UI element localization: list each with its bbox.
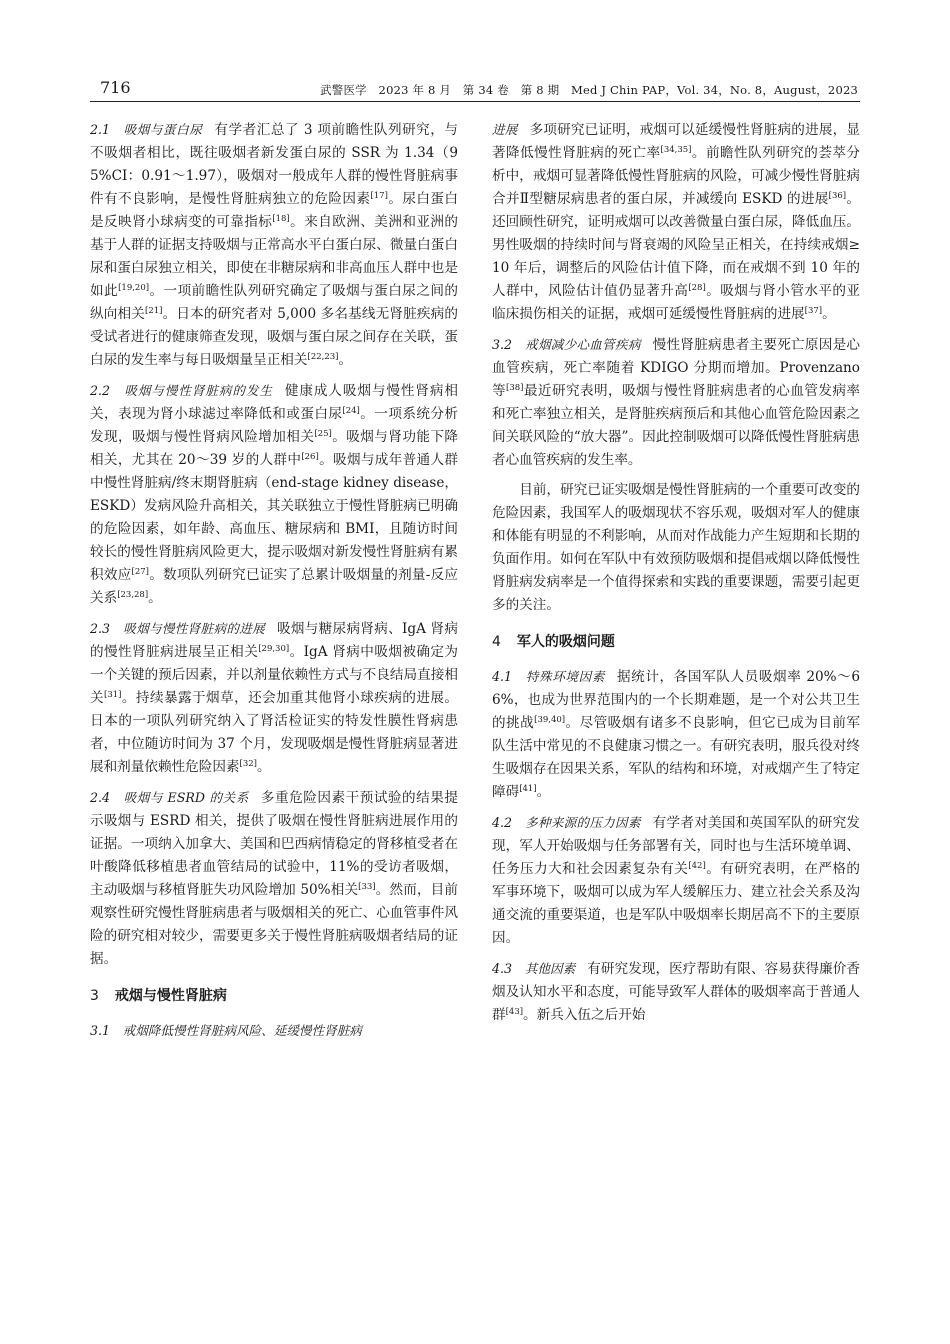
section-heading-3 xyxy=(90,985,458,1007)
section-title: 戒烟与慢性肾脏病 xyxy=(114,988,227,1004)
body-text: 有学者对美国和英国军队的研究发现，军人开始吸烟与任务部署有关，同时也与生活环境单调、任务压力大和社会因素复杂有关 xyxy=(492,815,861,877)
body-text: 。 xyxy=(822,306,836,322)
citation: [39,40] xyxy=(534,715,566,725)
body-text: 。一项前瞻性队列研究确定了吸烟与蛋白尿之间的纵向相关 xyxy=(90,283,459,322)
subsection-heading-2-4: 2.4 吸烟与 ESRD 的关系 xyxy=(90,790,249,805)
body-text: 。一项系统分析发现，吸烟与慢性肾病风险增加相关 xyxy=(90,406,459,445)
subsection-heading-3-1: 3.1 戒烟降低慢性肾脏病风险、延缓慢性肾脏病 xyxy=(90,1023,362,1038)
subsection-heading-4-2: 4.2 多种来源的压力因素 xyxy=(492,815,641,830)
body-text: 。然而，目前观察性研究慢性肾脏病患者与吸烟相关的死亡、心血管事件风险的研究相对较少，需要更多关于慢性肾脏病吸烟者结局的证据。 xyxy=(90,882,458,967)
body-text: 慢性肾脏病患者主要死亡原因是心血管疾病，死亡率随着 KDIGO 分期而增加。Provenzano 等 xyxy=(492,337,861,399)
citation: [34,35] xyxy=(660,145,692,155)
paragraph-current-status: 目前，研究已证实吸烟是慢性肾脏病的一个重要可改变的危险因素，我国军人的吸烟现状不容乐观，吸烟对军人的健康和体能有明显的不利影响，从而对作战能力产生短期和长期的负面作用。如何在军队中有效预防吸烟和提倡戒烟以降低慢性肾脏病发病率是一个值得探索和实践的重要课题，需要引起更多的关注。 xyxy=(492,482,860,613)
body-text: 多项研究已证明，戒烟可以延缓慢性肾脏病的进展，显著降低慢性肾脏病的死亡率 xyxy=(492,122,861,161)
body-text: 健康成人吸烟与慢性肾病相关，表现为肾小球滤过率降低和或蛋白尿 xyxy=(90,383,459,422)
body-text: 。前瞻性队列研究的荟萃分析中，戒烟可显著降低慢性肾脏病的风险，可减少慢性肾脏病合并Ⅱ型糖尿病患者的蛋白尿，并减缓向 ESKD 的进展 xyxy=(492,145,860,207)
body-text: 。来自欧洲、美洲和亚洲的基于人群的证据支持吸烟与正常高水平白蛋白尿、微量白蛋白尿和蛋白尿独立相关，即使在非糖尿病和非高血压人群中也是如此 xyxy=(90,214,459,299)
section-heading-4 xyxy=(492,631,860,653)
citation: [36] xyxy=(828,191,847,201)
body-text: 有研究发现，医疗帮助有限、容易获得廉价香烟及认知水平和态度，可能导致军人群体的吸烟率高于普通人群 xyxy=(492,961,861,1023)
paragraph-2-1 xyxy=(90,118,458,372)
body-text: 。 xyxy=(338,352,353,368)
subsection-heading-2-1: 2.1 吸烟与蛋白尿 xyxy=(90,122,203,137)
citation: [22,23] xyxy=(307,352,339,362)
citation: [32] xyxy=(239,759,257,769)
body-text: 。 xyxy=(536,784,551,800)
body-text: 。吸烟与成年普通人群中慢性肾脏病/终末期肾脏病（end-stage kidney disease，ESKD）发病风险升高相关，其关联独立于慢性肾脏病已明确的危险因素，如年龄、高血压、糖尿病和 BMI，且随访时间较长的慢性肾脏病风险更大，提示吸烟对新发慢性肾脏病有累积效应 xyxy=(90,452,458,583)
body-text: 多重危险因素干预试验的结果提示吸烟与 ESRD 相关，提供了吸烟在慢性肾脏病进展作用的证据。一项纳入加拿大、美国和巴西病情稳定的肾移植受者在叶酸降低移植患者血管结局的试验中，11%的受访者吸烟，主动吸烟与移植肾脏失功风险增加 50%相关 xyxy=(90,790,459,898)
body-text: 有学者汇总了 3 项前瞻性队列研究，与不吸烟者相比，既往吸烟者新发蛋白尿的 SSR 为 1.34（95%CI：0.91～1.97），吸烟对一般成年人群的慢性肾脏病事件有不良影响，是慢性肾脏病独立的危险因素 xyxy=(90,122,458,207)
citation: [42] xyxy=(688,861,706,871)
subsection-heading-2-3: 2.3 吸烟与慢性肾脏病的进展 xyxy=(90,621,265,636)
body-text: 。日本的研究者对 5,000 多名基线无肾脏疾病的受试者进行的健康筛查发现，吸烟与蛋白尿之间存在关联，蛋白尿的发生率与每日吸烟量呈正相关 xyxy=(90,306,458,368)
body-text: 。吸烟与肾小管水平的亚临床损伤相关的证据，戒烟可延缓慢性肾脏病的进展 xyxy=(492,283,861,322)
body-text: 。IgA 肾病中吸烟被确定为一个关键的预后因素，并以剂量依赖性方式与不良结局直接相关 xyxy=(90,644,458,706)
citation: [17] xyxy=(370,191,388,201)
citation: [23,28] xyxy=(117,590,149,600)
body-text: 据统计，各国军队人员吸烟率 20%～66%，也成为世界范围内的一个长期难题，是一个对公共卫生的挑战 xyxy=(492,669,861,731)
running-header: 武警医学 2023 年 8 月 第 34 卷 第 8 期 Med J Chin PAP，Vol. 34，No. 8，August，2023 xyxy=(320,83,858,97)
body-text: 吸烟与糖尿病肾病、IgA 肾病的慢性肾脏病进展呈正相关 xyxy=(90,621,458,660)
section-number: 3 xyxy=(90,988,99,1004)
body-text: 。还回顾性研究，证明戒烟可以改善微量白蛋白尿，降低血压。男性吸烟的持续时间与肾衰竭的风险呈正相关，在持续戒烟≥10 年后，调整后的风险估计值下降，而在戒烟不到 10 年的人群中，风险估计值仍显著升高 xyxy=(492,191,861,299)
header-rule xyxy=(90,101,860,102)
paragraph-2-4 xyxy=(90,786,458,971)
body-text: 。尽管吸烟有诸多不良影响，但它已成为目前军队生活中常见的不良健康习惯之一。有研究表明，服兵役对终生吸烟存在因果关系，军队的结构和环境，对戒烟产生了特定障碍 xyxy=(492,715,861,800)
left-column xyxy=(90,118,458,1050)
paragraph-2-3 xyxy=(90,617,458,779)
right-column xyxy=(492,118,860,1034)
paragraph-3-1-start xyxy=(90,1019,458,1043)
section-title: 军人的吸烟问题 xyxy=(516,634,615,650)
body-text: 。吸烟与肾功能下降相关，尤其在 20～39 岁的人群中 xyxy=(90,429,459,468)
citation: [27] xyxy=(131,567,149,577)
section-number: 4 xyxy=(492,634,501,650)
body-text: 最近研究表明，吸烟与慢性肾脏病患者的心血管发病率和死亡率独立相关，是肾脏疾病预后和其他心血管危险因素之间关联风险的“放大器”。因此控制吸烟可以降低慢性肾脏病患者心血管疾病的发生率。 xyxy=(492,383,861,468)
citation: [37] xyxy=(804,306,823,316)
citation: [43] xyxy=(505,1007,524,1017)
body-text: 。尿白蛋白是反映肾小球病变的可靠指标 xyxy=(90,191,458,230)
body-text: 。有研究表明，在严格的军事环境下，吸烟可以成为军人缓解压力、建立社会关系及沟通交流的重要渠道，也是军队中吸烟率长期居高不下的主要原因。 xyxy=(492,861,861,946)
citation: [28] xyxy=(688,283,706,293)
paragraph-4-1 xyxy=(492,665,860,804)
paragraph-4-3 xyxy=(492,957,860,1027)
citation: [26] xyxy=(301,452,319,462)
page-number: 716 xyxy=(100,78,131,97)
citation: [18] xyxy=(272,214,290,224)
citation: [31] xyxy=(104,690,122,700)
citation: [33] xyxy=(358,882,376,892)
body-text: 。 xyxy=(148,590,162,606)
body-text: 。持续暴露于烟草，还会加重其他肾小球疾病的进展。日本的一项队列研究纳入了肾活检证实的特发性膜性肾病患者，中位随访时间为 37 个月，发现吸烟是慢性肾脏病显著进展和剂量依赖性危险因素 xyxy=(90,690,459,775)
paragraph-3-1-cont xyxy=(492,118,860,326)
subsection-heading-4-3: 4.3 其他因素 xyxy=(492,961,576,976)
citation: [24] xyxy=(342,406,360,416)
paragraph-4-2 xyxy=(492,811,860,950)
paragraph-3-2 xyxy=(492,333,860,472)
subsection-heading-4-1: 4.1 特殊环境因素 xyxy=(492,669,605,684)
citation: [21] xyxy=(145,306,163,316)
subsection-heading-2-2: 2.2 吸烟与慢性肾脏病的发生 xyxy=(90,383,273,398)
citation: [29,30] xyxy=(258,644,290,654)
citation: [41] xyxy=(519,784,537,794)
body-text: 。新兵入伍之后开始 xyxy=(523,1007,646,1023)
body-text: 。数项队列研究已证实了总累计吸烟量的剂量-反应关系 xyxy=(90,567,459,606)
paragraph-2-2 xyxy=(90,379,458,610)
body-text: 。 xyxy=(256,759,271,775)
citation: [25] xyxy=(314,429,332,439)
subsection-heading-3-1-cont: 进展 xyxy=(492,122,518,137)
citation: [19,20] xyxy=(118,283,150,293)
citation: [38] xyxy=(506,383,524,393)
subsection-heading-3-2: 3.2 戒烟减少心血管疾病 xyxy=(492,337,641,352)
